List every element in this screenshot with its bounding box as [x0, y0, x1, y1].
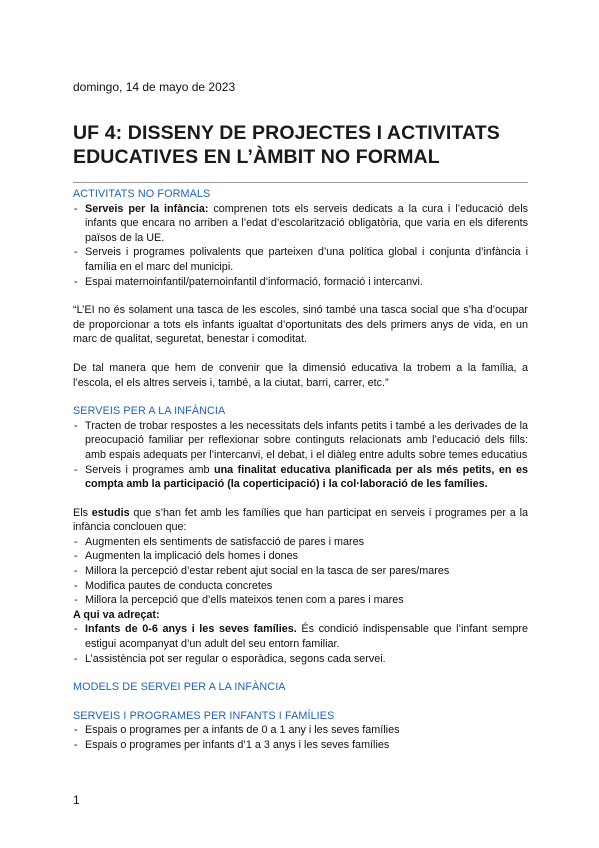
list-item: - L’assistència pot ser regular o esporàdica, segons cada servei.: [73, 652, 528, 667]
estudis-paragraph: Els estudis que s’han fet amb les famílies que han participat en serveis i programes per a la infància conclouen que:: [73, 506, 528, 534]
list-item: - Espais o programes per infants d’1 a 3 anys i les seves famílies: [73, 738, 528, 753]
list-item: - Serveis i programes polivalents que parteixen d’una política global i conjunta d’infància i família en el marc del municipi.: [73, 245, 528, 274]
list-item: - Serveis per la infància: comprenen tots els serveis dedicats a la cura i l’educació dels infants que encara no arriben a l’edat d’escolarització obligatòria, que varia en els diferents països de la UE.: [73, 202, 528, 246]
page-number: 1: [73, 793, 80, 807]
section-heading-models: MODELS DE SERVEI PER A LA INFÀNCIA: [73, 681, 286, 694]
list-item: - Espais o programes per a infants de 0 a 1 any i les seves famílies: [73, 723, 528, 738]
quote-paragraph-2: De tal manera que hem de convenir que la dimensió educativa la trobem a la família, a l’escola, el els altres serveis i, també, a la ciutat, barri, carrer, etc.”: [73, 361, 528, 389]
list-item: - Infants de 0-6 anys i les seves famílies. És condició indispensable que l’infant sempre estigui acompanyat d’un adult del seu entorn familiar.: [73, 622, 528, 651]
document-title: UF 4: DISSENY DE PROJECTES I ACTIVITATS EDUCATIVES EN L’ÀMBIT NO FORMAL: [73, 122, 500, 168]
list-item: - Augmenten els sentiments de satisfacció de pares i mares: [73, 535, 528, 550]
list-item: - Serveis i programes amb una finalitat educativa planificada per als més petits, en es compta amb la participació (la coperticipació) i la col·laboració de les famílies.: [73, 463, 528, 492]
section-heading-activitats: ACTIVITATS NO FORMALS: [73, 188, 211, 200]
subsection-heading-serveis-programes: SERVEIS I PROGRAMES PER INFANTS I FAMÍLIES: [73, 709, 335, 722]
quote-paragraph-1: “L’EI no és solament una tasca de les escoles, sinó també una tasca social que s’ha d’ocupar de proporcionar a tots els infants igualtat d’oportunitats des dels primers anys de vida, en un marc de qualitat, seguretat, benestar i comoditat.: [73, 304, 528, 346]
conclusions-list: [73, 535, 528, 608]
list-item: - Augmenten la implicació dels homes i dones: [73, 549, 528, 564]
document-body: [73, 187, 528, 753]
adreca-list: [73, 622, 528, 666]
document-date: domingo, 14 de mayo de 2023: [73, 80, 236, 94]
activitats-list: [73, 202, 528, 290]
models-list: [73, 723, 528, 752]
title-divider: [73, 182, 528, 183]
list-item: - Modifica pautes de conducta concretes: [73, 579, 528, 594]
serveis-list: [73, 419, 528, 492]
list-item: - Tracten de trobar respostes a les necessitats dels infants petits i també a les derivades de la preocupació familiar per reflexionar sobre continguts relacionats amb l’educació dels fills: amb espais adequats per l’intercanvi, el debat, i el diàleg entre adults sobre temes educatius: [73, 419, 528, 463]
adreca-heading: A qui va adreçat:: [73, 608, 160, 621]
list-item: - Millora la percepció d’estar rebent ajut social en la tasca de ser pares/mares: [73, 564, 528, 579]
list-item: - Millora la percepció que d’ells mateixos tenen com a pares i mares: [73, 593, 528, 608]
section-heading-serveis: SERVEIS PER A LA INFÀNCIA: [73, 405, 226, 418]
list-item: - Espai maternoinfantil/paternoinfantil d’informació, formació i intercanvi.: [73, 275, 528, 290]
